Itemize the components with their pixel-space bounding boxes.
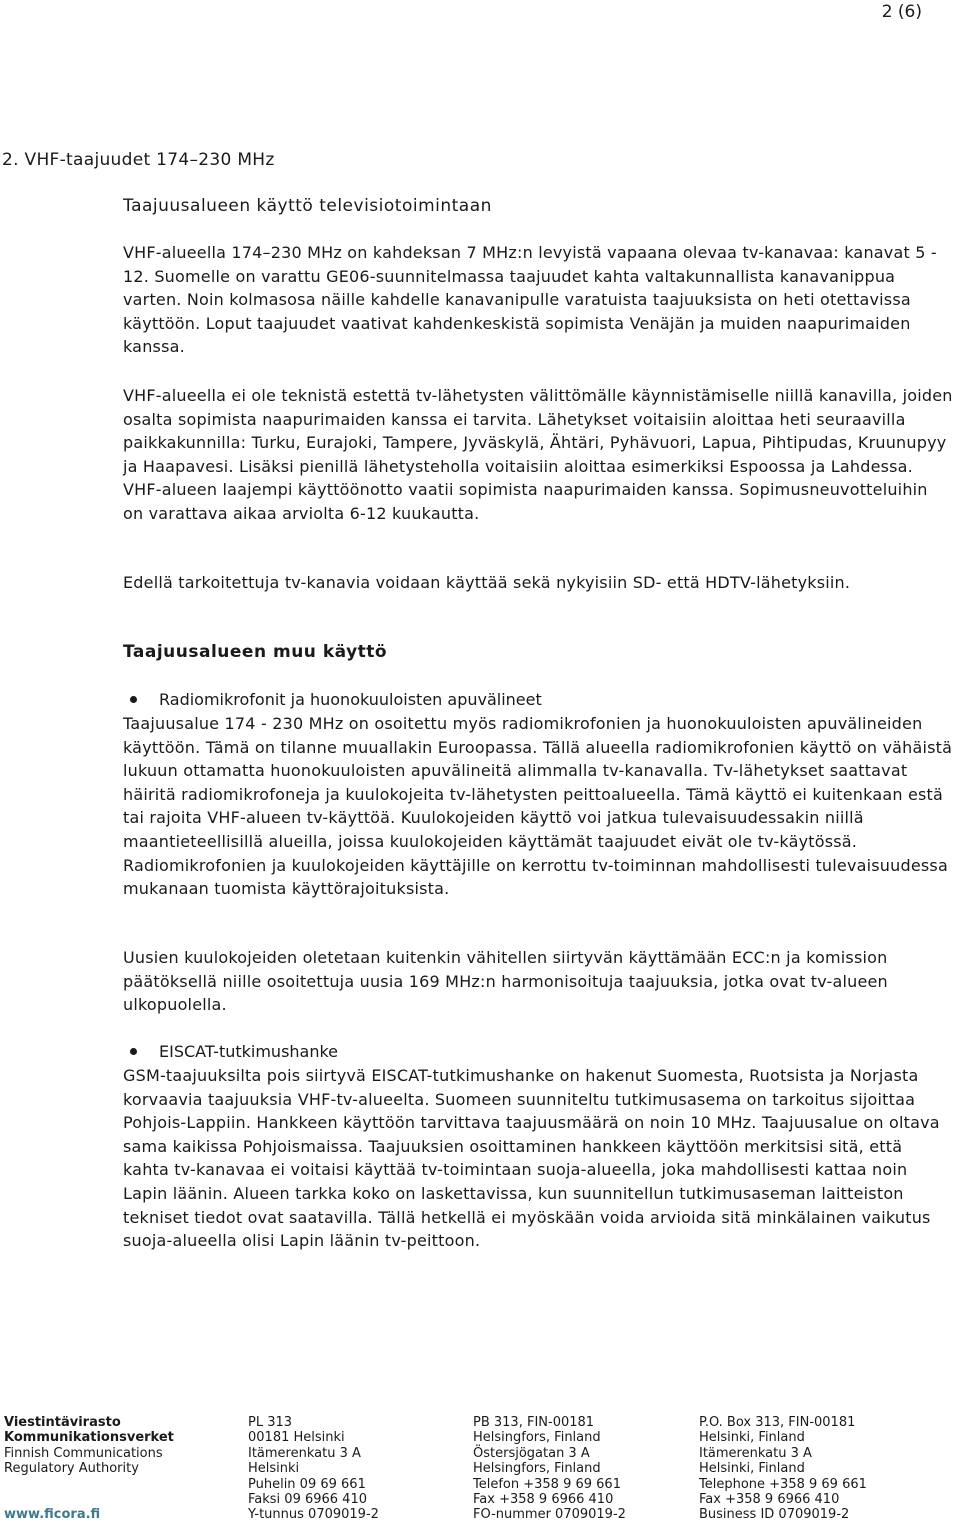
footer-col-authority (4, 1415, 174, 1523)
footer-col-sv (473, 1415, 626, 1523)
footer-line: Business ID 0709019-2 (699, 1507, 850, 1523)
footer-line: Itämerenkatu 3 A (699, 1445, 812, 1461)
footer-line: P.O. Box 313, FIN-00181 (699, 1415, 856, 1430)
footer-line: Helsinki, Finland (699, 1430, 805, 1446)
paragraph-radiomicrophones: Taajuusalue 174 - 230 MHz on osoitettu myös radiomikrofonien ja huonokuuloisten apuvälineiden käyttöön. Tämä on tilanne muuallakin Euroopassa. Tällä alueella radiomikrofonien käyttö on vähäistä lukuun ottamatta huonokuuloisten apuvälineitä alimmalla tv-kanavalla. Tv-lähetykset saattavat häiritä radiomikrofoneja ja kuulokojeita tv-lähetysten peittoalueella. Tämä käyttö ei kuitenkaan estä tai rajoita VHF-alueen tv-käyttöä. Kuulokojeiden käyttö voi jatkua tulevaisuudessakin niillä maantieteellisillä alueilla, joissa kuulokojeiden käyttämät taajuudet eivät ole tv-käytössä. Radiomikrofonien ja kuulokojeiden käyttäjille on kerrottu tv-toiminnan mahdollisesti tulevaisuudessa mukanaan tuomista käyttörajoituksista. (123, 714, 953, 899)
footer-line: Faksi 09 6966 410 (248, 1492, 367, 1508)
footer-line: Helsinki (248, 1461, 300, 1477)
footer-col-fi (248, 1415, 379, 1523)
footer-line: FO-nummer 0709019-2 (473, 1507, 626, 1523)
paragraph-eiscat: GSM-taajuuksilta pois siirtyvä EISCAT-tutkimushanke on hakenut Suomesta, Ruotsista ja Norjasta korvaavia taajuuksia VHF-tv-alueelta. Suomeen suunniteltu tutkimusasema on tarkoitus sijoittaa Pohjois-Lappiin. Hankkeen käyttöön tarvittava taajuusmäärä on noin 10 MHz. Taajuusalue on oltava sama kaikissa Pohjoismaissa. Taajuuksien osoittaminen hankkeen käyttöön merkitsisi sitä, että kahta tv-kanavaa ei voitaisi käyttää tv-toimintaan suoja-alueella, joka mahdollisesti kattaa noin Lapin läänin. Alueen tarkka koko on laskettavissa, kun suunnitellun tutkimusaseman laitteiston tekniset tiedot ovat saatavilla. Tällä hetkellä ei myöskään voida arvioida sitä minkälainen vaikutus suoja-alueella olisi Lapin läänin tv-peittoon. (123, 1066, 940, 1251)
footer-line: Finnish Communications (4, 1445, 163, 1461)
footer-line: Itämerenkatu 3 A (248, 1445, 361, 1461)
footer-line: Helsingfors, Finland (473, 1430, 601, 1446)
footer-line: 00181 Helsinki (248, 1430, 345, 1446)
footer-col-en (699, 1415, 867, 1523)
footer-line: Telefon +358 9 69 661 (473, 1476, 621, 1492)
footer-website-link[interactable]: www.ficora.fi (4, 1507, 101, 1523)
footer-line: Y-tunnus 0709019-2 (248, 1507, 379, 1523)
footer-line: Regulatory Authority (4, 1461, 139, 1477)
footer-line: Kommunikationsverket (4, 1430, 174, 1446)
footer-line: Viestintävirasto (4, 1415, 121, 1430)
footer-line: Helsingfors, Finland (473, 1461, 601, 1477)
subheading-other-use: Taajuusalueen muu käyttö (123, 642, 388, 662)
page-number: 2 (6) (881, 2, 922, 22)
bullet-title: Radiomikrofonit ja huonokuuloisten apuvälineet (159, 690, 542, 709)
bullet-icon (130, 1048, 137, 1055)
footer-line: Telephone +358 9 69 661 (699, 1476, 867, 1492)
footer-line (4, 1477, 174, 1492)
bullet-title: EISCAT-tutkimushanke (159, 1042, 339, 1061)
paragraph-tv-start: VHF-alueella ei ole teknistä estettä tv-lähetysten välittömälle käynnistämiselle niillä kanavilla, joiden osalta sopimista naapurimaiden kanssa ei tarvita. Lähetykset voitaisiin aloittaa heti seuraavilla paikkakunnilla: Turku, Eurajoki, Tampere, Jyväskylä, Ähtäri, Pyhävuori, Lapua, Pihtipudas, Kruunupyy ja Haapavesi. Lisäksi pienillä lähetysteholla voitaisiin aloittaa esimerkiksi Espoossa ja Lahdessa. VHF-alueen laajempi käyttöönotto vaatii sopimista naapurimaiden kanssa. Sopimusneuvotteluihin on varattava aikaa arviolta 6-12 kuukautta. (123, 386, 953, 523)
footer-line: PL 313 (248, 1415, 293, 1430)
subheading-tv-use: Taajuusalueen käyttö televisiotoimintaan (123, 196, 492, 216)
bullet-radiomicrophones (123, 688, 542, 712)
paragraph-tv-channels: VHF-alueella 174–230 MHz on kahdeksan 7 MHz:n levyistä vapaana olevaa tv-kanavaa: kanavat 5 - 12. Suomelle on varattu GE06-suunnitelmassa taajuudet kahta valtakunnallista kanavanippua varten. Noin kolmasosa näille kahdelle kanavanipulle varatuista taajuuksista on heti otettavissa käyttöön. Loput taajuudet vaativat kahdenkeskistä sopimista Venäjän ja muiden naapurimaiden kanssa. (123, 243, 937, 357)
footer-line: Helsinki, Finland (699, 1461, 805, 1477)
footer-line: Puhelin 09 69 661 (248, 1476, 366, 1492)
bullet-icon (130, 696, 137, 703)
footer-line: PB 313, FIN-00181 (473, 1415, 595, 1430)
bullet-eiscat (123, 1040, 338, 1064)
footer-line: Östersjögatan 3 A (473, 1445, 590, 1461)
footer-line (4, 1492, 174, 1507)
paragraph-hearing-aids: Uusien kuulokojeiden oletetaan kuitenkin vähitellen siirtyvän käyttämään ECC:n ja komission päätöksellä niille osoitettuja uusia 169 MHz:n harmonisoituja taajuuksia, jotka ovat tv-alueen ulkopuolella. (123, 948, 888, 1015)
section-title: 2. VHF-taajuudet 174–230 MHz (2, 150, 275, 170)
footer-line: Fax +358 9 6966 410 (699, 1492, 840, 1508)
footer-line: Fax +358 9 6966 410 (473, 1492, 614, 1508)
paragraph-sd-hdtv: Edellä tarkoitettuja tv-kanavia voidaan käyttää sekä nykyisiin SD- että HDTV-lähetyksiin. (123, 573, 851, 592)
